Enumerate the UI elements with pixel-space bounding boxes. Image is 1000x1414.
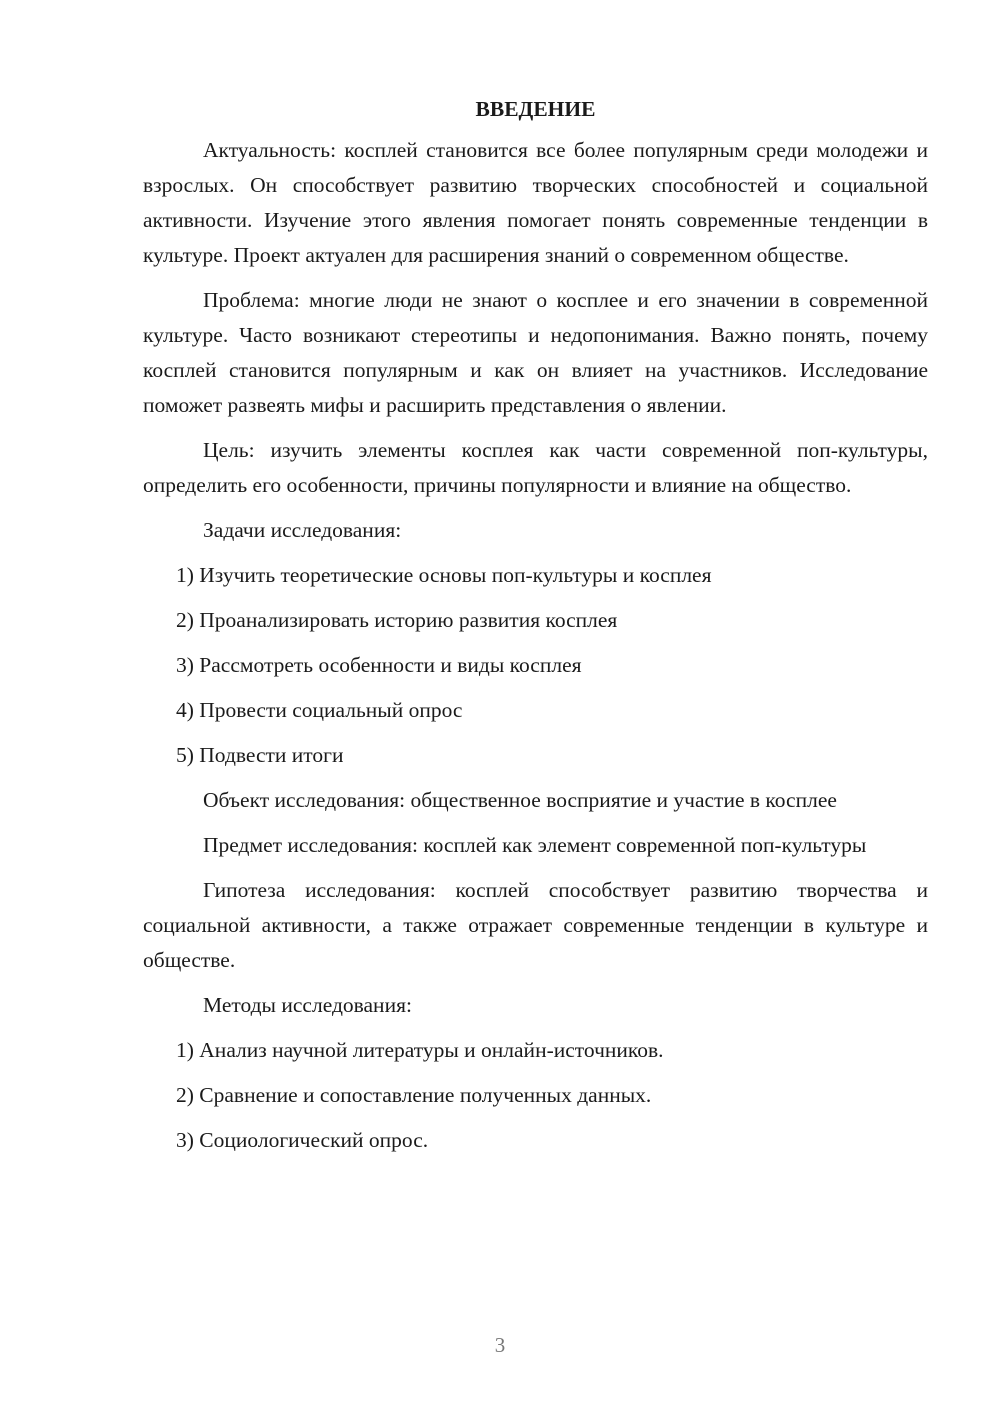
problem-paragraph: Проблема: многие люди не знают о косплее и его значении в современной культуре. Часто возникают стереотипы и недопонимания. Важно понять, почему косплей становится популярным и как он влияет на участников. Исследование поможет развеять мифы и расширить представления о явлении. <box>143 288 928 417</box>
section-heading: ВВЕДЕНИЕ <box>475 97 596 121</box>
methods-list <box>143 1033 928 1158</box>
page-number: 3 <box>494 1333 506 1357</box>
document-page <box>143 92 928 1168</box>
subject-paragraph: Предмет исследования: косплей как элемент современной поп-культуры <box>203 833 867 857</box>
hypothesis-paragraph: Гипотеза исследования: косплей способствует развитию творчества и социальной активности, а также отражает современные тенденции в культуре и обществе. <box>143 878 928 972</box>
list-item: 5) Подвести итоги <box>176 743 344 767</box>
methods-title: Методы исследования: <box>203 993 412 1017</box>
relevance-paragraph: Актуальность: косплей становится все более популярным среди молодежи и взрослых. Он способствует развитию творческих способностей и социальной активности. Изучение этого явления помогает понять современные тенденции в культуре. Проект актуален для расширения знаний о современном обществе. <box>143 138 928 267</box>
object-paragraph: Объект исследования: общественное восприятие и участие в косплее <box>203 788 837 812</box>
list-item: 1) Изучить теоретические основы поп-культуры и косплея <box>176 563 712 587</box>
tasks-list <box>143 558 928 773</box>
list-item: 1) Анализ научной литературы и онлайн-источников. <box>176 1038 664 1062</box>
list-item: 3) Социологический опрос. <box>176 1128 429 1152</box>
list-item: 4) Провести социальный опрос <box>176 698 463 722</box>
list-item: 2) Проанализировать историю развития косплея <box>176 608 618 632</box>
tasks-title: Задачи исследования: <box>203 518 402 542</box>
list-item: 2) Сравнение и сопоставление полученных данных. <box>176 1083 652 1107</box>
list-item: 3) Рассмотреть особенности и виды косплея <box>176 653 582 677</box>
goal-paragraph: Цель: изучить элементы косплея как части современной поп-культуры, определить его особенности, причины популярности и влияние на общество. <box>143 438 928 497</box>
